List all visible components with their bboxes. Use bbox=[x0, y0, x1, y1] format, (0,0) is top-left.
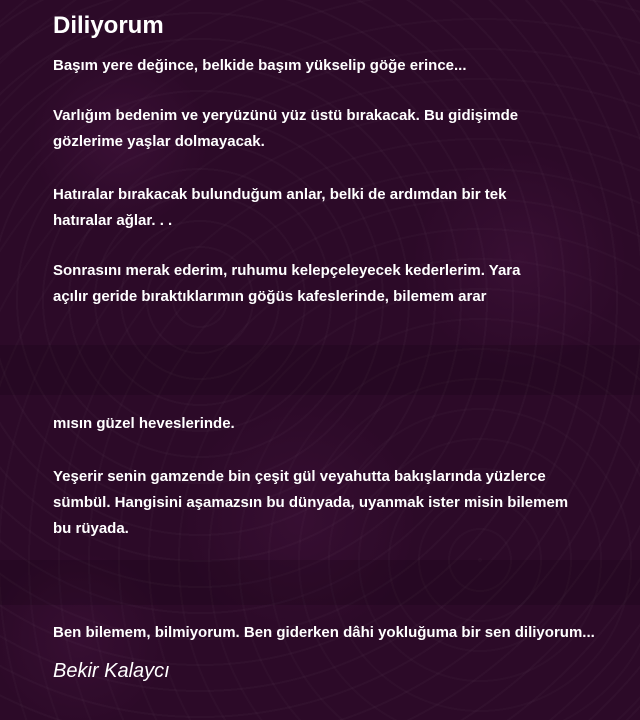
poem-line: Sonrasını merak ederim, ruhumu kelepçeleyecek kederlerim. Yara bbox=[53, 262, 521, 279]
poem-stanza bbox=[53, 411, 638, 437]
poem-line: gözlerime yaşlar dolmayacak. bbox=[53, 133, 265, 150]
poem-author: Bekir Kalaycı bbox=[53, 660, 170, 682]
poem-stanza bbox=[53, 53, 638, 79]
poem-line: mısın güzel heveslerinde. bbox=[53, 415, 235, 432]
poem-line: Varlığım bedenim ve yeryüzünü yüz üstü bırakacak. Bu gidişimde bbox=[53, 107, 519, 124]
poem-line: Hatıralar bırakacak bulunduğum anlar, belki de ardımdan bir tek bbox=[53, 186, 507, 203]
poem-stanza bbox=[53, 182, 638, 234]
poem-line: hatıralar ağlar. . . bbox=[53, 212, 173, 229]
poem-line: Ben bilemem, bilmiyorum. Ben giderken dâhi yokluğuma bir sen diliyorum... bbox=[53, 624, 595, 641]
poem-line: Yeşerir senin gamzende bin çeşit gül veyahutta bakışlarında yüzlerce bbox=[53, 468, 546, 485]
poem-stanza bbox=[53, 620, 638, 646]
poem-title: Diliyorum bbox=[53, 12, 164, 39]
poem-line: sümbül. Hangisini aşamazsın bu dünyada, uyanmak ister misin bilemem bbox=[53, 494, 569, 511]
poem-stanza bbox=[53, 103, 638, 155]
poem-line: Başım yere değince, belkide başım yükselip göğe erince... bbox=[53, 57, 467, 74]
poem-stanza bbox=[53, 258, 638, 310]
poem-stanza bbox=[53, 464, 638, 542]
poem-line: açılır geride bıraktıklarımın göğüs kafeslerinde, bilemem arar bbox=[53, 288, 487, 305]
poem-line: bu rüyada. bbox=[53, 520, 129, 537]
